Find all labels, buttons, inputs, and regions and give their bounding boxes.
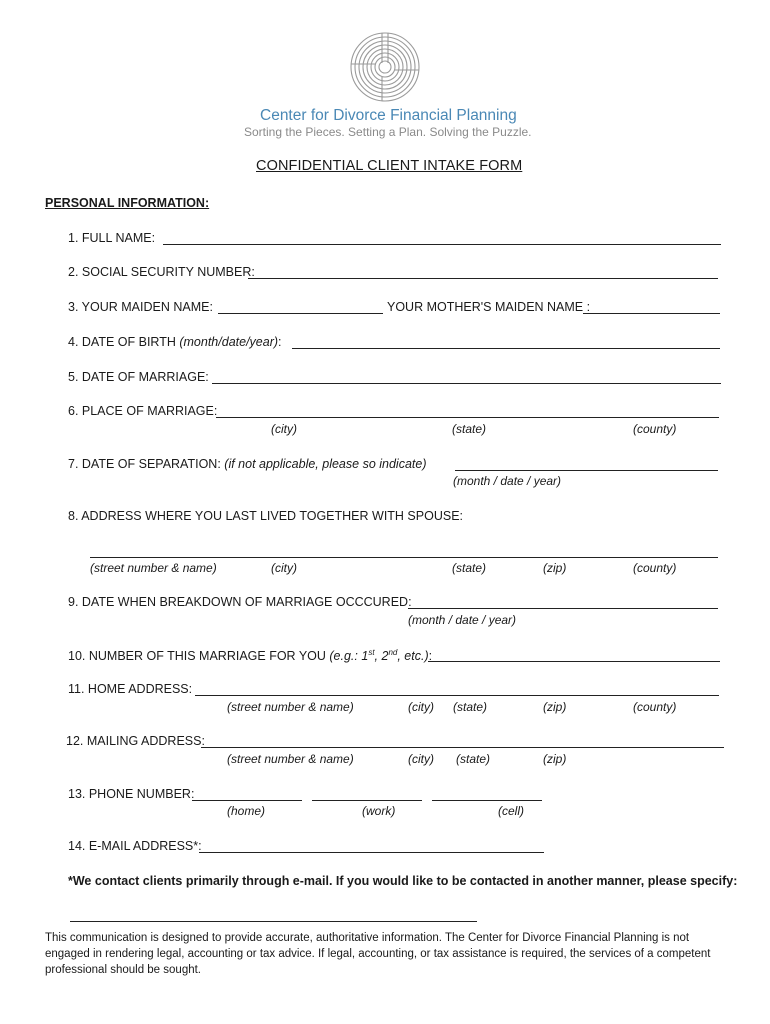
full-name-field[interactable] [163,228,721,245]
last-address-field[interactable] [90,541,718,558]
marriage-date-field[interactable] [212,367,721,384]
ssn-label: 2. SOCIAL SECURITY NUMBER: [68,265,255,279]
separation-date-hint: (if not applicable, please so indicate) [224,457,427,471]
marriage-place-label: 6. PLACE OF MARRIAGE: [68,404,218,418]
phone-work-field[interactable] [312,784,422,801]
marriage-place-field[interactable] [216,401,719,418]
sub-label-work: (work) [362,804,396,818]
sub-label-city: (city) [408,752,434,766]
sub-label-county: (county) [633,561,677,575]
sub-label-zip: (zip) [543,561,567,575]
dob-label-text: 4. DATE OF BIRTH [68,335,180,349]
separation-date-label [68,457,427,471]
ssn-field[interactable] [248,262,718,279]
org-tagline: Sorting the Pieces. Setting a Plan. Solving the Puzzle. [244,125,532,139]
maiden-name-field[interactable] [218,297,383,314]
phone-cell-field[interactable] [432,784,542,801]
labyrinth-logo-icon [349,31,421,103]
email-field[interactable] [199,836,544,853]
marriage-number-label-text: 10. NUMBER OF THIS MARRIAGE FOR YOU [68,649,330,664]
sub-label-street: (street number & name) [227,752,354,766]
sub-label-cell: (cell) [498,804,524,818]
contact-preference-note: *We contact clients primarily through e-mail. If you would like to be contacted in another manner, please specify: [68,874,738,888]
mother-maiden-name-field[interactable] [583,297,720,314]
sub-label-county: (county) [633,422,677,436]
hint-part-a: (e.g.: 1 [329,649,369,664]
marriage-number-field[interactable] [428,645,720,662]
dob-label [68,335,282,349]
sub-label-city: (city) [271,422,297,436]
sub-label-zip: (zip) [543,752,567,766]
sub-label-street: (street number & name) [227,700,354,714]
email-label: 14. E-MAIL ADDRESS*: [68,839,202,853]
home-address-field[interactable] [195,679,719,696]
marriage-number-hint [329,649,428,663]
sub-label-state: (state) [452,561,487,575]
marriage-number-label [68,648,432,663]
home-address-label: 11. HOME ADDRESS: [68,682,193,696]
sub-label-home: (home) [227,804,266,818]
marriage-number-colon: : [428,649,433,664]
hint-part-b: , 2 [374,649,389,664]
dob-label-colon: : [278,335,282,349]
mailing-address-field[interactable] [201,731,724,748]
sub-label-city: (city) [408,700,434,714]
hint-sup-b: nd [388,648,398,657]
dob-format-hint: (month/date/year) [179,335,279,349]
marriage-date-label: 5. DATE OF MARRIAGE: [68,370,209,384]
section-title: PERSONAL INFORMATION: [45,196,210,210]
contact-preference-field[interactable] [70,905,477,922]
phone-home-field[interactable] [192,784,302,801]
breakdown-date-field[interactable] [408,592,718,609]
full-name-label: 1. FULL NAME: [68,231,156,245]
sub-label-county: (county) [633,700,677,714]
last-address-label: 8. ADDRESS WHERE YOU LAST LIVED TOGETHER WITH SPOUSE: [68,509,464,523]
dob-field[interactable] [292,332,720,349]
sub-label-street: (street number & name) [90,561,217,575]
org-name: Center for Divorce Financial Planning [260,107,517,124]
maiden-name-label: 3. YOUR MAIDEN NAME: [68,300,213,314]
breakdown-date-label: 9. DATE WHEN BREAKDOWN OF MARRIAGE OCCCURED: [68,595,412,609]
mailing-address-label: 12. MAILING ADDRESS: [66,734,205,748]
phone-label: 13. PHONE NUMBER: [68,787,195,801]
mother-maiden-name-label: YOUR MOTHER'S MAIDEN NAME : [387,300,591,314]
form-title: CONFIDENTIAL CLIENT INTAKE FORM [256,158,523,174]
hint-part-c: , etc.) [397,649,429,664]
sub-label-state: (state) [453,700,488,714]
sub-label-state: (state) [452,422,487,436]
sub-label-month-date-year: (month / date / year) [408,613,517,627]
sub-label-state: (state) [456,752,491,766]
sub-label-month-date-year: (month / date / year) [453,474,562,488]
hint-sup-a: st [368,648,375,657]
separation-date-label-text: 7. DATE OF SEPARATION: [68,457,225,471]
disclaimer: This communication is designed to provide accurate, authoritative information. The Center for Divorce Financial Planning is not engaged in rendering legal, accounting or tax advice. If legal, accounting, or tax assistance is required, the services of a competent professional should be sought. [45,932,711,976]
sub-label-city: (city) [271,561,297,575]
sub-label-zip: (zip) [543,700,567,714]
separation-date-field[interactable] [455,454,718,471]
